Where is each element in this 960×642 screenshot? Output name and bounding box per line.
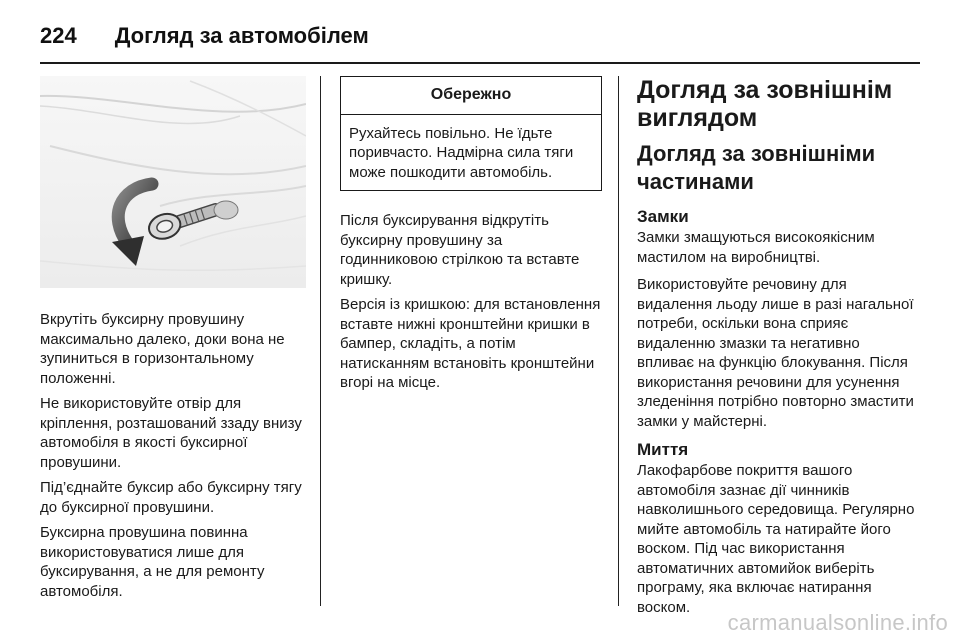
column-divider-1 [320, 76, 321, 606]
paragraph: Вкрутіть буксирну провушину максимально далеко, доки вона не зупиниться в горизонтальному положенні. [40, 311, 285, 387]
watermark: carmanualsonline.info [727, 610, 948, 635]
paragraph: Лакофарбове покриття вашого автомобіля зазнає дії чинників навколишнього середовища. Регулярно мийте автомобіль та натирайте його воском. Під час використання автоматичних автомийок виберіть програму, яка включає натирання воском. [637, 462, 915, 616]
caution-text: Рухайтесь повільно. Не їдьте поривчасто. Надмірна сила тяги може пошкодити автомобіль. [349, 124, 574, 181]
caution-title: Обережно [341, 77, 601, 115]
page-number: 224 [40, 23, 77, 48]
column-divider-2 [618, 76, 619, 606]
column-2 [340, 76, 602, 399]
towing-eye-illustration-icon [40, 76, 306, 288]
section-heading: Догляд за зовнішнім виглядом [637, 76, 893, 132]
paragraph: Після буксирування відкрутіть буксирну провушину за годинниковою стрілкою та вставте кришку. [340, 212, 580, 288]
column-1 [40, 76, 306, 607]
washing-heading: Миття [637, 440, 689, 459]
paragraph: Використовуйте речовину для видалення льоду лише в разі нагальної потреби, оскільки вона сприяє видаленню змазки та негативно впливає на функцію блокування. Після використання речовини для усунення зледеніння потрібно повторно змастити замки у майстерні. [637, 276, 914, 430]
paragraph: Не використовуйте отвір для кріплення, розташований ззаду внизу автомобіля в якості буксирної провушини. [40, 395, 302, 471]
chapter-title: Догляд за автомобілем [114, 23, 369, 48]
locks-heading: Замки [637, 207, 689, 226]
caution-box [340, 76, 602, 191]
header-rule [40, 62, 920, 64]
paragraph: Буксирна провушина повинна використовуватися лише для буксирування, а не для ремонту автомобіля. [40, 524, 265, 600]
paragraph: Версія із кришкою: для встановлення вставте нижні кронштейни кришки в бампер, складіть, а потім натисканням встановіть кронштейни вгорі на місце. [340, 296, 601, 391]
column-3 [637, 76, 920, 625]
subsection-heading: Догляд за зовнішніми частинами [637, 141, 876, 194]
page-header [40, 14, 920, 58]
paragraph: Замки змащуються високоякісним мастилом на виробництві. [637, 229, 875, 266]
paragraph: Під’єднайте буксир або буксирну тягу до буксирної провушини. [40, 479, 302, 516]
